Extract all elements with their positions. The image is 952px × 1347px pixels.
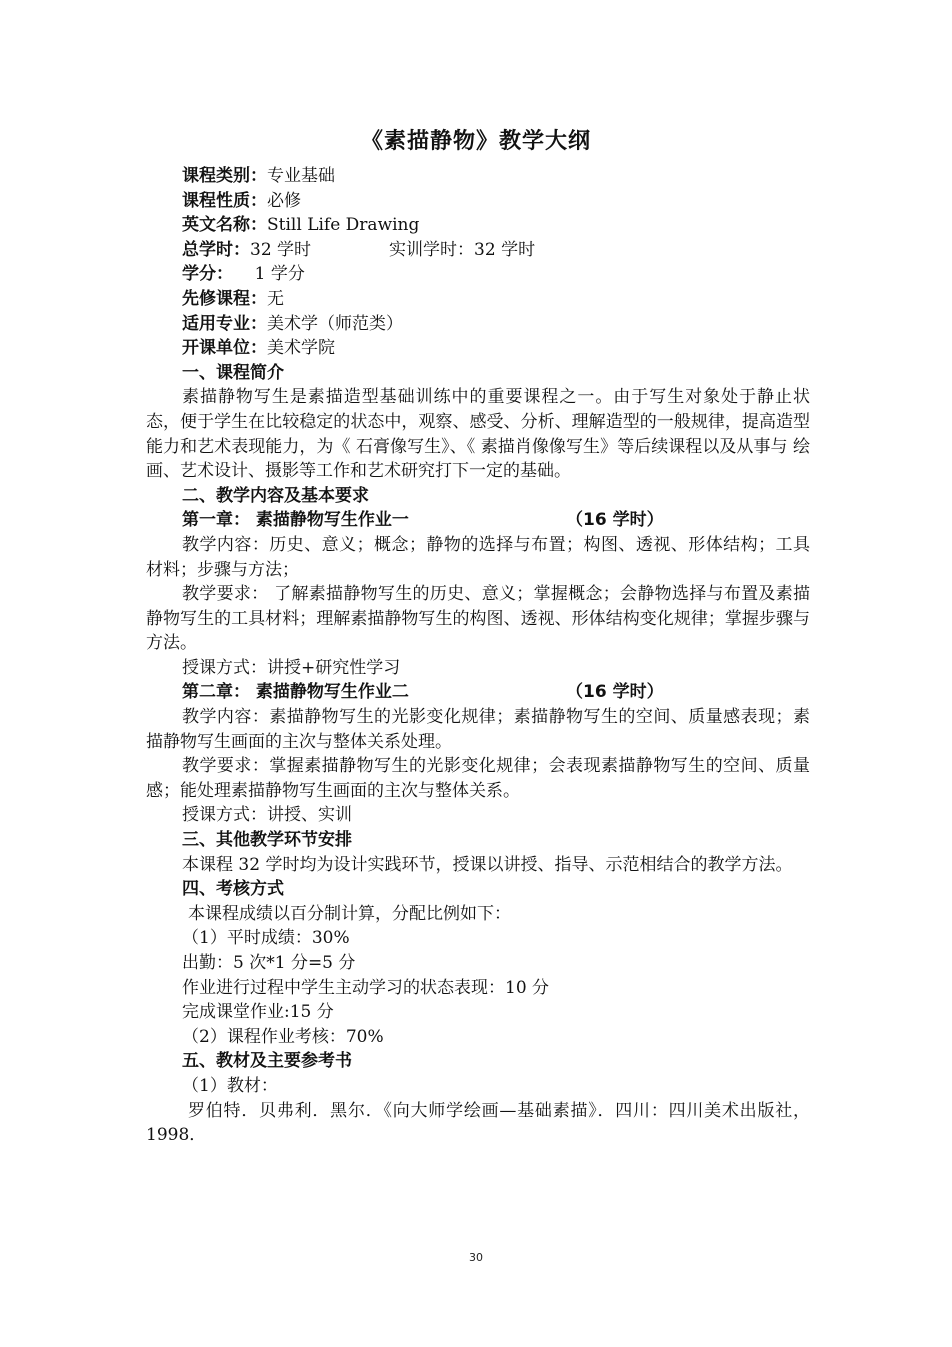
info-department: 开课单位：美术学院	[182, 338, 335, 359]
assessment-line: （2）课程作业考核：70%	[182, 1026, 384, 1047]
assessment-line: 作业进行过程中学生主动学习的状态表现：10 分	[182, 977, 550, 998]
section-heading-content: 二、教学内容及基本要求	[182, 485, 369, 506]
intro-paragraph: 素描静物写生是素描造型基础训练中的重要课程之一。由于写生对象处于静止状态，便于学生在比较稳定的状态中，观察、感受、分析、理解造型的一般规律，提高造型能力和艺术表现能力，为《 石膏像写生》、《 素描肖像像写生》等后续课程以及从事与 绘画、艺术设计、摄影等工作和艺术研究打下一定的基础。	[146, 387, 810, 482]
info-course-nature: 课程性质：必修	[182, 190, 301, 211]
assessment-line: （1）平时成绩：30%	[182, 928, 350, 949]
chapter-1-method: 授课方式：讲授+研究性学习	[182, 657, 401, 678]
other-paragraph: 本课程 32 学时均为设计实践环节，授课以讲授、指导、示范相结合的教学方法。	[182, 854, 793, 875]
chapter-2-method: 授课方式：讲授、实训	[182, 805, 352, 826]
textbook-reference: 罗伯特．贝弗利．黑尔．《向大师学绘画—基础素描》．四川：四川美术出版社，1998．	[146, 1100, 810, 1146]
chapter-1-content: 教学内容：历史、意义；概念；静物的选择与布置；构图、透视、形体结构；工具材料；步骤与方法；	[146, 534, 810, 580]
section-heading-textbooks: 五、教材及主要参考书	[182, 1051, 352, 1072]
assessment-line: 出勤：5 次*1 分=5 分	[182, 953, 356, 973]
info-english-name: 英文名称：Still Life Drawing	[182, 215, 420, 236]
section-heading-assessment: 四、考核方式	[182, 879, 284, 900]
chapter-1-heading: 第一章： 素描静物写生作业一 （16 学时）	[146, 508, 810, 533]
chapter-1-hours: （16 学时）	[566, 510, 664, 531]
info-prerequisite: 先修课程：无	[182, 288, 284, 309]
chapter-2-hours: （16 学时）	[566, 682, 664, 703]
info-course-type: 课程类别：专业基础	[182, 166, 335, 186]
assessment-line: 本课程成绩以百分制计算，分配比例如下：	[188, 903, 511, 924]
document-body	[146, 164, 810, 1148]
chapter-2-content: 教学内容：素描静物写生的光影变化规律；素描静物写生的空间、质量感表现；素描静物写生画面的主次与整体关系处理。	[146, 707, 810, 752]
info-credits: 学分： 1 学分	[182, 264, 305, 285]
chapter-2-heading: 第二章： 素描静物写生作业二 （16 学时）	[146, 680, 810, 705]
info-major: 适用专业：美术学（师范类）	[182, 313, 403, 334]
assessment-line: 完成课堂作业:15 分	[182, 1002, 334, 1023]
info-hours: 总学时：32 学时 实训学时：32 学时	[182, 239, 536, 260]
textbook-subheading: （1）教材：	[182, 1075, 278, 1096]
page-number: 30	[469, 1251, 483, 1264]
section-heading-intro: 一、课程简介	[182, 362, 284, 383]
document-title: 《素描静物》教学大纲	[360, 129, 591, 154]
chapter-2-requirements: 教学要求：掌握素描静物写生的光影变化规律；会表现素描静物写生的空间、质量感；能处理素描静物写生画面的主次与整体关系。	[146, 756, 810, 801]
info-practice-hours: 实训学时：32 学时	[389, 239, 536, 260]
chapter-1-requirements: 教学要求： 了解素描静物写生的历史、意义；掌握概念；会静物选择与布置及素描静物写生的工具材料；理解素描静物写生的构图、透视、形体结构变化规律；掌握步骤与方法。	[146, 584, 810, 654]
section-heading-other: 三、其他教学环节安排	[182, 830, 352, 851]
